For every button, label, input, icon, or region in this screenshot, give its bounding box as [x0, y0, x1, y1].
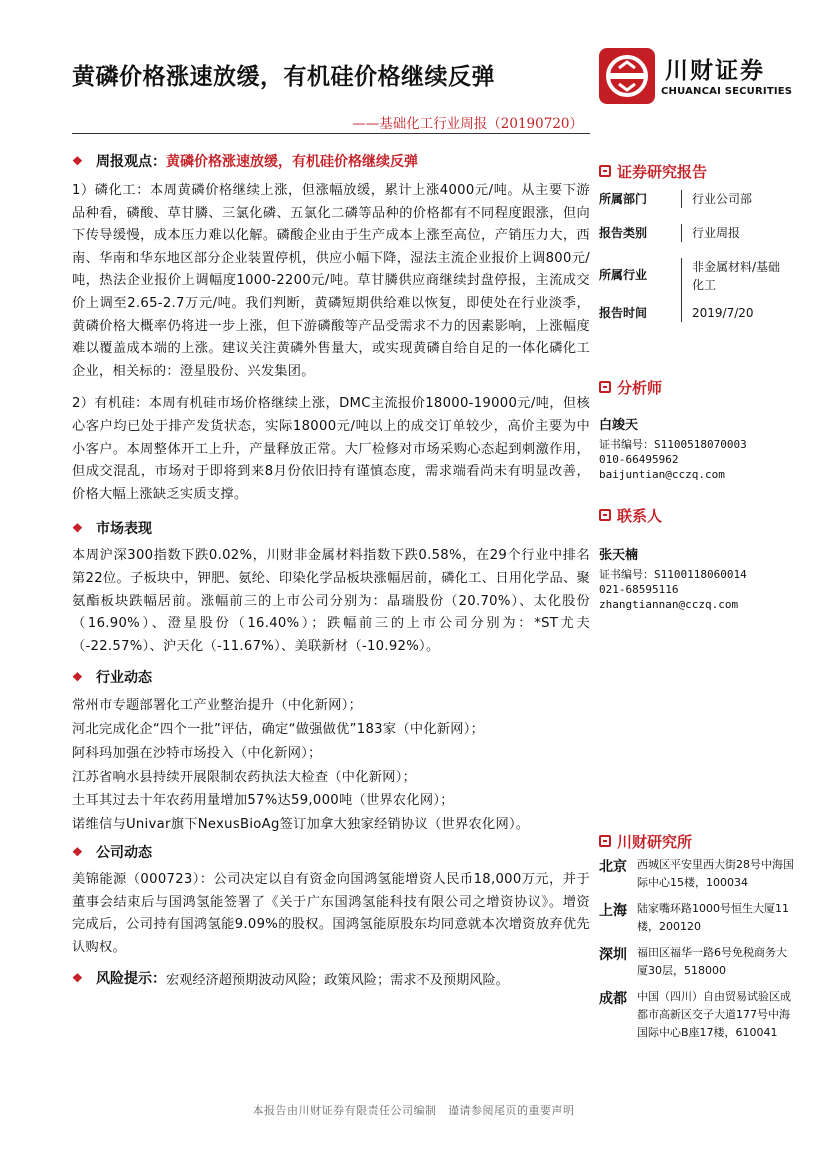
diamond-bullet-icon: ❖: [72, 154, 83, 168]
analyst-heading: 分析师: [599, 376, 795, 398]
list-item: 河北完成化企“四个一批”评估，确定“做强做优”183家（中化新网）；: [72, 722, 485, 738]
diamond-bullet-icon: ❖: [72, 845, 83, 860]
company-body: 美锦能源（000723）：公司决定以自有资金向国鸿氢能增资人民币18,000万元，并于董事会结束后与国鸿氢能签署了《关于广东国鸿氢能科技有限公司之增资协议》。增资完成后，公司持有国鸿氢能9.09%的股权。国鸿氢能原股东均同意就本次增资放弃优先认购权。: [72, 872, 590, 955]
market-heading: ❖ 市场表现: [72, 521, 152, 538]
list-item: 诺维信与Univar旗下NexusBioAg签订加拿大独家经销协议（世界农化网）。: [72, 817, 530, 833]
logo-chinese-name: 川财证券: [665, 58, 765, 84]
phosphorus-paragraph: 1）磷化工：本周黄磷价格继续上涨，但涨幅放缓，累计上涨4000元/吨。从主要下游品种看，磷酸、草甘膦、三氯化磷、五氯化二磷等品种的价格都有不同程度跟涨，但向下传导缓慢，成本压力难以化解。磷酸企业由于生产成本上涨至高位，产销压力大，西南、华南和华东地区部分企业装置停机，供应小幅下降，湿法主流企业报价上调800元/吨，热法企业报价上调幅度1000-2200元/吨。草甘膦供应商继续封盘停报，主流成交价上调至2.65-2.7万元/吨。我们判断，黄磷短期供给难以恢复，即使处在行业淡季，黄磷价格大概率仍将进一步上涨，但下游磷酸等产品受需求不力的因素影响，上涨幅度难以覆盖成本端的上涨。建议关注黄磷外售量大，或实现黄磷自给自足的一体化磷化工企业，相关标的：澄星股份、兴发集团。: [72, 183, 590, 379]
analyst-cert: 证书编号：S1100518070003: [599, 438, 747, 451]
contact-email[interactable]: zhangtiannan@cczq.com: [599, 598, 739, 611]
office-list: [599, 856, 795, 1042]
analyst-email[interactable]: baijuntian@cczq.com: [599, 468, 725, 481]
institute-heading: 川财研究所: [599, 830, 795, 852]
office-shanghai: 上海 陆家嘴环路1000号恒生大厦11楼，200120: [599, 902, 789, 933]
office-beijing: 北京 西城区平安里西大街28号中海国际中心15楼，100034: [599, 858, 794, 889]
contact-phone: 021-68595116: [599, 583, 679, 596]
report-subtitle: ——基础化工行业周报（20190720）: [352, 116, 583, 132]
contact-cert: 证书编号：S1100118060014: [599, 568, 747, 581]
info-list: [599, 190, 795, 328]
info-row-date: 报告时间 2019/7/20: [599, 306, 754, 320]
contact-name: 张天楠: [599, 548, 639, 563]
section-icon: [599, 381, 611, 393]
info-row-category: 报告类别 行业周报: [599, 226, 741, 240]
view-heading: [72, 148, 590, 174]
market-body: 本周沪深300指数下跌0.02%，川财非金属材料指数下跌0.58%，在29个行业中排名第22位。子板块中，钾肥、氨纶、印染化学品板块涨幅居前，磷化工、日用化学品、聚氨酯板块跌幅居前。涨幅前三的上市公司分别为：晶瑞股份（20.70%）、太化股份（16.90%）、澄星股份（16.40%）；跌幅前三的上市公司分别为：*ST尤夫（-22.57%）、沪天化（-11.67%）、美联新材（-10.92%）。: [72, 548, 590, 654]
office-shenzhen: 深圳 福田区福华一路6号免税商务大厦30层，518000: [599, 946, 787, 977]
diamond-bullet-icon: ❖: [72, 670, 83, 685]
title-divider: [72, 133, 590, 134]
analyst-name: 白竣天: [599, 418, 639, 433]
industry-heading: ❖ 行业动态: [72, 670, 152, 687]
page-footer: 本报告由川财证券有限责任公司编制 谨请参阅尾页的重要声明: [252, 1104, 575, 1117]
diamond-bullet-icon: ❖: [72, 971, 83, 986]
report-info-heading: 证券研究报告: [599, 160, 795, 182]
info-row-department: 所属部门 行业公司部: [599, 192, 753, 206]
section-icon: [599, 165, 611, 177]
office-chengdu: 成都 中国（四川）自由贸易试验区成都市高新区交子大道177号中海国际中心B座17楼，610041: [599, 990, 791, 1039]
institute-panel: [599, 830, 795, 1050]
company-logo: [599, 48, 795, 106]
risk-label: 风险提示：: [96, 971, 166, 988]
diamond-bullet-icon: ❖: [72, 521, 83, 536]
list-item: 土耳其过去十年农药用量增加57%达59,000吨（世界农化网）；: [72, 793, 454, 809]
industry-news-list: [72, 694, 590, 837]
silicone-paragraph: 2）有机硅：本周有机硅市场价格继续上涨，DMC主流报价18000-19000元/吨，但核心客户均已处于排产发货状态，实际18000元/吨以上的成交订单较少，高价主要为中小客户。本周整体开工上升，产量释放正常。大厂检修对市场采购心态起到刺激作用，但成交混乱，市场对于即将到来8月份依旧持有谨慎态度，需求端看尚未有明显改善，价格大幅上涨缺乏实质支撑。: [72, 396, 590, 502]
analyst-phone: 010-66495962: [599, 453, 679, 466]
report-info-panel: [599, 160, 795, 328]
section-icon: [599, 509, 611, 521]
main-content: [72, 148, 590, 991]
risk-text: 宏观经济超预期波动风险；政策风险；需求不及预期风险。: [166, 972, 509, 988]
section-icon: [599, 835, 611, 847]
view-label: 周报观点：: [96, 154, 166, 170]
list-item: 江苏省响水县持续开展限制农药执法大检查（中化新网）；: [72, 769, 417, 785]
list-item: 常州市专题部署化工产业整治提升（中化新网）；: [72, 698, 363, 714]
chuancai-logo-icon: [599, 48, 655, 104]
report-title: 黄磷价格涨速放缓，有机硅价格继续反弹: [72, 63, 495, 90]
view-headline: 黄磷价格涨速放缓，有机硅价格继续反弹: [166, 154, 418, 170]
contact-panel: [599, 504, 795, 612]
view-body: [72, 180, 590, 506]
info-row-industry: 所属行业 非金属材料/基础化工: [599, 258, 795, 304]
contact-heading: 联系人: [599, 504, 795, 526]
list-item: 阿科玛加强在沙特市场投入（中化新网）；: [72, 745, 322, 761]
analyst-panel: [599, 376, 795, 482]
company-heading: ❖ 公司动态: [72, 845, 152, 862]
risk-heading: [72, 965, 590, 991]
logo-english-name: CHUANCAI SECURITIES: [661, 86, 793, 97]
